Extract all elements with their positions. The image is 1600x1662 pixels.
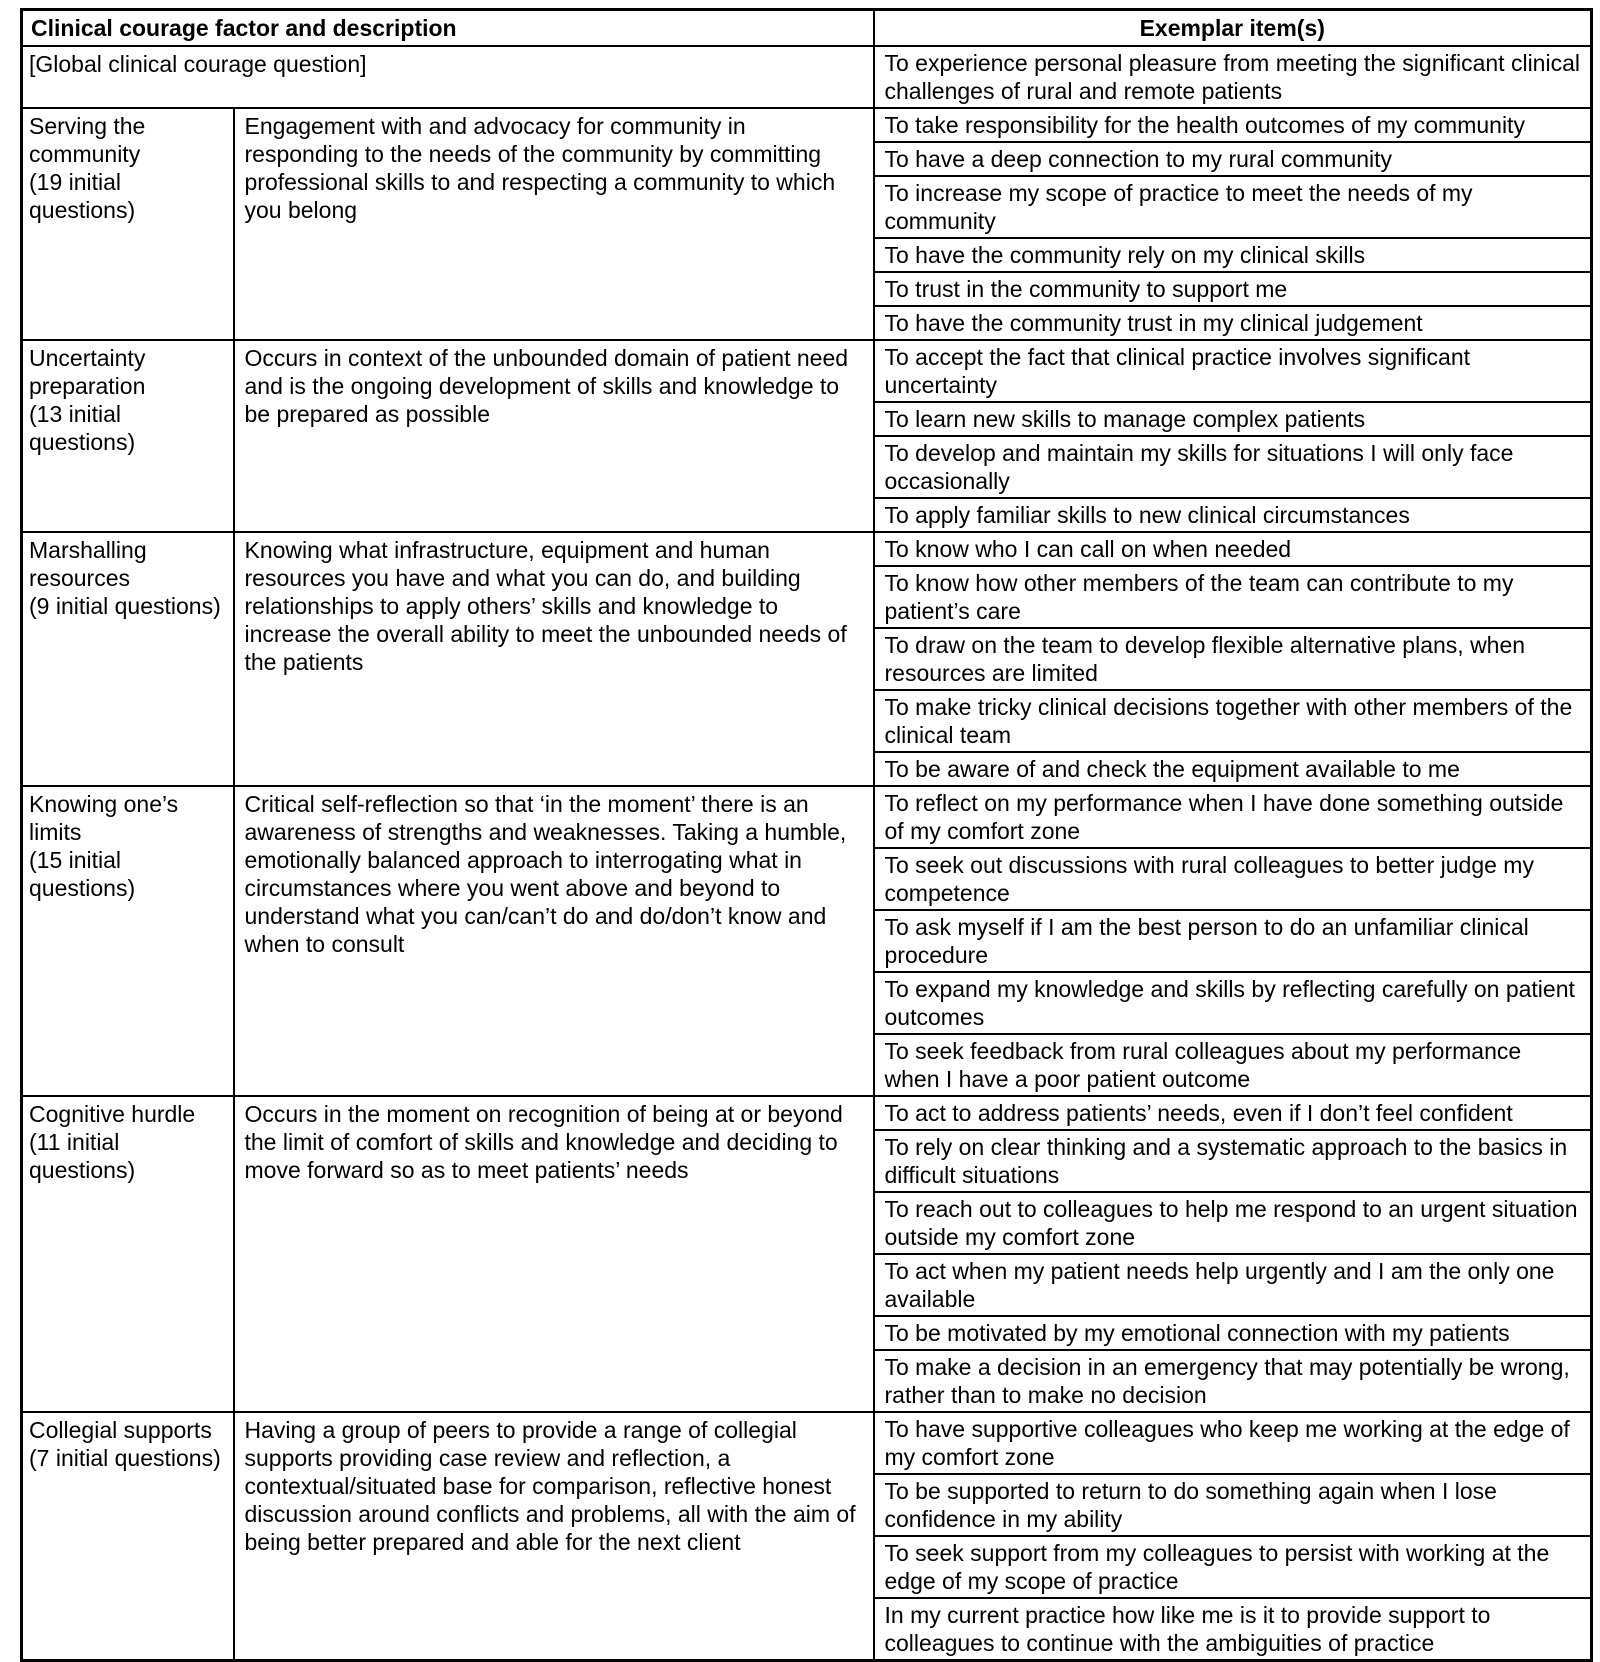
exemplar-cell: To have the community trust in my clinical judgement [874,306,1592,340]
exemplar-cell: To have a deep connection to my rural community [874,142,1592,176]
factor-name: Collegial supports [29,1417,212,1443]
exemplar-cell: To have supportive colleagues who keep me working at the edge of my comfort zone [874,1412,1592,1474]
clinical-courage-table [20,8,1593,1662]
factor-count: (11 initial questions) [29,1129,136,1183]
description-cell: Engagement with and advocacy for community in responding to the needs of the community by committing professional skills to and respecting a community to which you belong [234,108,874,340]
exemplar-cell: To be aware of and check the equipment available to me [874,752,1592,786]
description-cell: Having a group of peers to provide a range of collegial supports providing case review and reflection, a contextual/situated base for comparison, reflective honest discussion around conflicts and problems, all with the aim of being better prepared and able for the next client [234,1412,874,1661]
table-row [22,340,1592,402]
exemplar-cell: To experience personal pleasure from meeting the significant clinical challenges of rural and remote patients [874,46,1592,108]
factor-cell [22,786,234,1096]
table-row [22,1412,1592,1474]
exemplar-cell: To seek out discussions with rural colleagues to better judge my competence [874,848,1592,910]
exemplar-cell: To seek feedback from rural colleagues about my performance when I have a poor patient outcome [874,1034,1592,1096]
exemplar-cell: To learn new skills to manage complex patients [874,402,1592,436]
exemplar-cell: To reflect on my performance when I have done something outside of my comfort zone [874,786,1592,848]
factor-cell [22,532,234,786]
exemplar-cell: To expand my knowledge and skills by reflecting carefully on patient outcomes [874,972,1592,1034]
description-cell: Critical self-reflection so that ‘in the moment’ there is an awareness of strengths and weaknesses. Taking a humble, emotionally balanced approach to interrogating what in circumstances where you went above and beyond to understand what you can/can’t do and do/don’t know and when to consult [234,786,874,1096]
exemplar-cell: To act when my patient needs help urgently and I am the only one available [874,1254,1592,1316]
table-row [22,786,1592,848]
factor-cell [22,1412,234,1661]
exemplar-cell: To reach out to colleagues to help me respond to an urgent situation outside my comfort zone [874,1192,1592,1254]
factor-name: Knowing one’s limits [29,791,179,845]
global-question-cell: [Global clinical courage question] [22,46,874,108]
exemplar-cell: To know how other members of the team can contribute to my patient’s care [874,566,1592,628]
exemplar-cell: To be supported to return to do something again when I lose confidence in my ability [874,1474,1592,1536]
exemplar-cell: To develop and maintain my skills for situations I will only face occasionally [874,436,1592,498]
exemplar-cell: To take responsibility for the health outcomes of my community [874,108,1592,142]
exemplar-cell: To have the community rely on my clinical skills [874,238,1592,272]
factor-count: (9 initial questions) [29,593,221,619]
factor-cell [22,340,234,532]
factor-name: Uncertainty preparation [29,345,146,399]
exemplar-cell: To act to address patients’ needs, even if I don’t feel confident [874,1096,1592,1130]
table-row [22,1096,1592,1130]
exemplar-cell: To apply familiar skills to new clinical circumstances [874,498,1592,532]
factor-cell [22,1096,234,1412]
factor-count: (7 initial questions) [29,1445,221,1471]
exemplar-cell: To increase my scope of practice to meet the needs of my community [874,176,1592,238]
exemplar-cell: To trust in the community to support me [874,272,1592,306]
exemplar-cell: To ask myself if I am the best person to do an unfamiliar clinical procedure [874,910,1592,972]
table-row [22,46,1592,108]
exemplar-cell: To make tricky clinical decisions together with other members of the clinical team [874,690,1592,752]
exemplar-cell: To be motivated by my emotional connection with my patients [874,1316,1592,1350]
factor-cell [22,108,234,340]
exemplar-cell: In my current practice how like me is it to provide support to colleagues to continue with the ambiguities of practice [874,1598,1592,1661]
exemplar-cell: To rely on clear thinking and a systematic approach to the basics in difficult situations [874,1130,1592,1192]
exemplar-cell: To accept the fact that clinical practice involves significant uncertainty [874,340,1592,402]
factor-count: (15 initial questions) [29,847,136,901]
table-row [22,108,1592,142]
description-cell: Knowing what infrastructure, equipment and human resources you have and what you can do, and building relationships to apply others’ skills and knowledge to increase the overall ability to meet the unbounded needs of the patients [234,532,874,786]
exemplar-cell: To seek support from my colleagues to persist with working at the edge of my scope of practice [874,1536,1592,1598]
factor-name: Serving the community [29,113,146,167]
header-row [22,10,1592,47]
header-factor-description: Clinical courage factor and description [22,10,874,47]
header-exemplar: Exemplar item(s) [874,10,1592,47]
exemplar-cell: To make a decision in an emergency that may potentially be wrong, rather than to make no decision [874,1350,1592,1412]
description-cell: Occurs in context of the unbounded domain of patient need and is the ongoing development of skills and knowledge to be prepared as possible [234,340,874,532]
factor-name: Marshalling resources [29,537,147,591]
table-row [22,532,1592,566]
exemplar-cell: To draw on the team to develop flexible alternative plans, when resources are limited [874,628,1592,690]
description-cell: Occurs in the moment on recognition of being at or beyond the limit of comfort of skills and knowledge and deciding to move forward so as to meet patients’ needs [234,1096,874,1412]
factor-name: Cognitive hurdle [29,1101,196,1127]
factor-count: (19 initial questions) [29,169,136,223]
factor-count: (13 initial questions) [29,401,136,455]
exemplar-cell: To know who I can call on when needed [874,532,1592,566]
